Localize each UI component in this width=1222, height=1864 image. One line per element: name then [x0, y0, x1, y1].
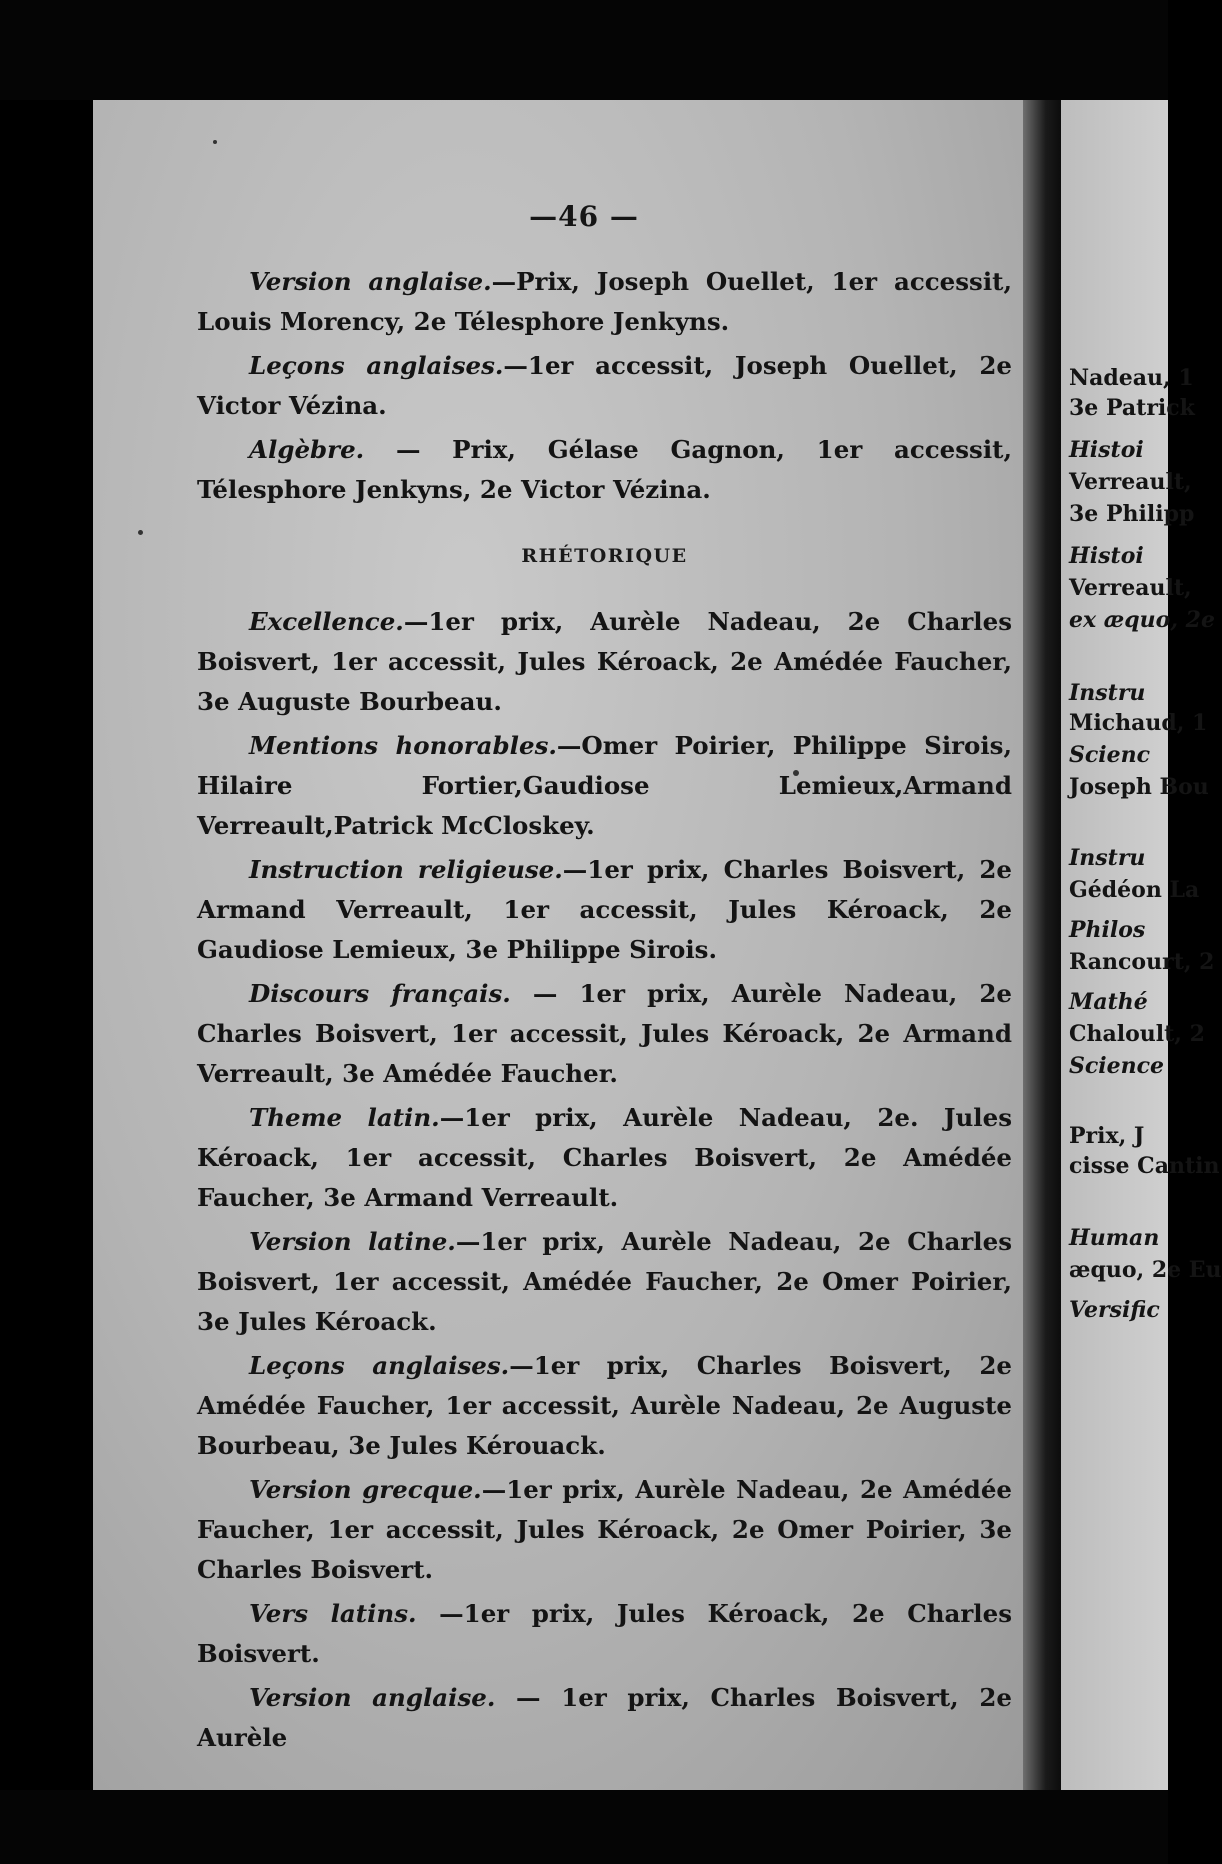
- right-page-fragment: Histoi: [1069, 543, 1144, 569]
- right-page-fragment: Nadeau, 1: [1069, 365, 1194, 391]
- right-page-fragment: æquo, 2e Eu: [1069, 1257, 1222, 1283]
- right-page-fragment: Instru: [1069, 845, 1146, 871]
- page-number: —46 —: [529, 200, 639, 233]
- right-page-fragment: Joseph Bou: [1069, 774, 1209, 800]
- subject-label: Version anglaise.: [249, 267, 492, 296]
- award-entry: [197, 726, 1012, 846]
- right-page-fragment: Gédéon La: [1069, 877, 1200, 903]
- right-page-fragment: Versific: [1069, 1297, 1160, 1323]
- award-text: —1er prix, Charles Boisvert, 2e Amédée Faucher, 1er accessit, Aurèle Nadeau, 2e Auguste Bourbeau, 3e Jules Kérouack.: [197, 1351, 1012, 1460]
- right-page-fragment: 3e Philipp: [1069, 501, 1195, 527]
- award-entry: [197, 346, 1012, 426]
- award-text: — 1er prix, Aurèle Nadeau, 2e Charles Boisvert, 1er accessit, Jules Kéroack, 2e Armand Verreault, 3e Amédée Faucher.: [197, 979, 1012, 1088]
- subject-label: Algèbre.: [249, 435, 365, 464]
- subject-label: Leçons anglaises.: [249, 351, 504, 380]
- entries-before: [197, 262, 1012, 510]
- award-text: —1er prix, Jules Kéroack, 2e Charles Boisvert.: [197, 1599, 1012, 1668]
- subject-label: Theme latin.: [249, 1103, 440, 1132]
- film-frame-top: [0, 0, 1168, 100]
- right-page-fragment: ex æquo, 2e: [1069, 607, 1215, 633]
- right-page-fragment: Histoi: [1069, 437, 1144, 463]
- right-page-fragment: Chaloult, 2: [1069, 1021, 1205, 1047]
- right-page-fragment: Prix, J: [1069, 1123, 1145, 1149]
- subject-label: Discours français.: [249, 979, 511, 1008]
- right-page-fragment: Scienc: [1069, 742, 1151, 768]
- right-page-fragment: Michaud, 1: [1069, 710, 1208, 736]
- award-text: — 1er prix, Charles Boisvert, 2e Aurèle: [197, 1683, 1012, 1752]
- award-text: —Prix, Joseph Ouellet, 1er accessit, Louis Morency, 2e Télesphore Jenkyns.: [197, 267, 1012, 336]
- award-text: —Omer Poirier, Philippe Sirois, Hilaire Fortier,Gaudiose Lemieux,Armand Verreault,Patrick McCloskey.: [197, 731, 1013, 840]
- speck: [138, 530, 143, 535]
- subject-label: Mentions honorables.: [249, 731, 557, 760]
- subject-label: Version anglaise.: [249, 1683, 496, 1712]
- section-heading: RHÉTORIQUE: [521, 545, 688, 567]
- right-page-fragment: cisse Cantin: [1069, 1153, 1220, 1179]
- award-entry: [197, 262, 1012, 342]
- award-entry: [197, 1594, 1012, 1674]
- page-gutter: [1023, 100, 1061, 1790]
- subject-label: Version latine.: [249, 1227, 456, 1256]
- right-page-fragment: Philos: [1069, 917, 1146, 943]
- award-entry: [197, 1678, 1012, 1758]
- award-entry: [197, 430, 1012, 510]
- award-text: —1er accessit, Joseph Ouellet, 2e Victor Vézina.: [197, 351, 1012, 420]
- award-text: —1er prix, Aurèle Nadeau, 2e Charles Boisvert, 1er accessit, Amédée Faucher, 2e Omer Poirier, 3e Jules Kéroack.: [197, 1227, 1012, 1336]
- award-entry: [197, 1222, 1012, 1342]
- right-page-fragment: Mathé: [1069, 989, 1148, 1015]
- speck: [213, 140, 217, 144]
- right-page-fragment: Human: [1069, 1225, 1160, 1251]
- award-entry: [197, 1098, 1012, 1218]
- right-page-fragment: Instru: [1069, 680, 1146, 706]
- subject-label: Vers latins.: [249, 1599, 417, 1628]
- right-page: [1061, 100, 1222, 1790]
- right-page-fragment: Verreault,: [1069, 575, 1192, 601]
- subject-label: Excellence.: [249, 607, 404, 636]
- subject-label: Leçons anglaises.: [249, 1351, 510, 1380]
- right-page-fragment: Science: [1069, 1053, 1165, 1079]
- award-text: —1er prix, Aurèle Nadeau, 2e. Jules Kéroack, 1er accessit, Charles Boisvert, 2e Amédée Faucher, 3e Armand Verreault.: [197, 1103, 1012, 1212]
- right-page-fragment: Rancourt, 2: [1069, 949, 1215, 975]
- subject-label: Instruction religieuse.: [249, 855, 563, 884]
- award-entry: [197, 1346, 1012, 1466]
- award-text: —1er prix, Charles Boisvert, 2e Armand Verreault, 1er accessit, Jules Kéroack, 2e Gaudiose Lemieux, 3e Philippe Sirois.: [197, 855, 1012, 964]
- award-text: —1er prix, Aurèle Nadeau, 2e Charles Boisvert, 1er accessit, Jules Kéroack, 2e Amédée Faucher, 3e Auguste Bourbeau.: [197, 607, 1012, 716]
- award-entry: [197, 602, 1012, 722]
- award-entry: [197, 850, 1012, 970]
- film-frame-bottom: [0, 1790, 1168, 1864]
- subject-label: Version grecque.: [249, 1475, 482, 1504]
- right-page-fragment: 3e Patrick: [1069, 395, 1195, 421]
- award-text: —1er prix, Aurèle Nadeau, 2e Amédée Faucher, 1er accessit, Jules Kéroack, 2e Omer Poirier, 3e Charles Boisvert.: [197, 1475, 1012, 1584]
- page-body: [197, 262, 1012, 1762]
- right-page-fragment: Verreault,: [1069, 469, 1192, 495]
- award-entry: [197, 1470, 1012, 1590]
- entries-after: [197, 602, 1012, 1758]
- award-entry: [197, 974, 1012, 1094]
- award-text: — Prix, Gélase Gagnon, 1er accessit, Télesphore Jenkyns, 2e Victor Vézina.: [197, 435, 1012, 504]
